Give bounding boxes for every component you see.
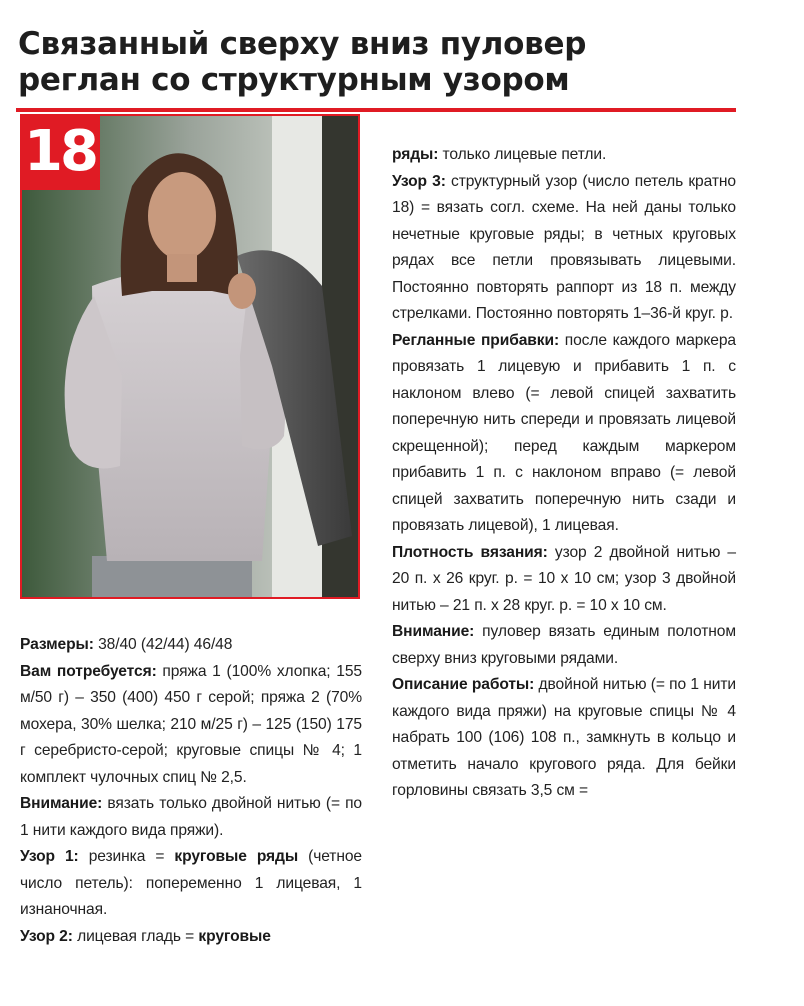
paragraph-attention: Внимание: вязать только двойной нитью (= по 1 нити каждого вида пряжи). <box>20 795 362 839</box>
paragraph-pattern-3: Узор 3: структурный узор (число петель кратно 18) = вязать согл. схеме. На ней даны только нечетные круговые ряды; в четных круговых рядах все петли провязывать лицевыми. Постоянно повторять раппорт из 18 п. между стрелками. Постоянно повторять 1–36-й круг. р. <box>392 172 736 322</box>
paragraph-materials: Вам потребуется: пряжа 1 (100% хлопка; 155 м/50 г) – 350 (400) 450 г серой; пряжа 2 (70% мохера, 30% шелка; 210 м/25 г) – 125 (150) 175 г серебристо-серой; круговые спицы № 4; 1 комплект чулочных спиц № 2,5. <box>20 662 362 786</box>
paragraph-pattern-2: Узор 2: лицевая гладь = круговые <box>20 927 271 945</box>
pattern-number-badge: 18 <box>20 114 100 190</box>
title-line-2: реглан со структурным узором <box>18 62 570 98</box>
paragraph-description: Описание работы: двойной нитью (= по 1 нити каждого вида пряжи) на круговые спицы № 4 набрать 100 (106) 108 п., замкнуть в кольцо и отметить начало кругового ряда. Для бейки горловины связать 3,5 см = <box>392 676 736 799</box>
label-sizes: Размеры: <box>20 636 94 653</box>
left-text-column <box>20 632 362 950</box>
paragraph-sizes: Размеры: 38/40 (42/44) 46/48 <box>20 636 233 653</box>
paragraph-rows: ряды: только лицевые петли. <box>392 146 607 163</box>
label-attention: Внимание: <box>20 795 103 812</box>
label-pattern-1: Узор 1: <box>20 848 79 865</box>
paragraph-raglan: Регланные прибавки: после каждого маркера провязать 1 лицевую и прибавить 1 п. с наклоном влево (= левой спицей захватить поперечную нить спереди и провязать лицевой скрещенной); перед каждым маркером прибавить 1 п. с наклоном вправо (= левой спицей захватить поперечную нить сзади и провязать лицевой), 1 лицевая. <box>392 331 736 534</box>
label-attention-2: Внимание: <box>392 623 475 640</box>
right-text-column <box>392 142 736 805</box>
label-pattern-3: Узор 3: <box>392 172 446 190</box>
label-materials: Вам потребуется: <box>20 662 157 680</box>
label-raglan: Регланные прибавки: <box>392 331 560 349</box>
paragraph-attention-2: Внимание: пуловер вязать единым полотном сверху вниз круговыми рядами. <box>392 623 736 667</box>
label-gauge: Плотность вязания: <box>392 543 548 561</box>
label-rows: ряды: <box>392 146 439 163</box>
label-pattern-2: Узор 2: <box>20 927 73 945</box>
article-title <box>18 26 758 98</box>
paragraph-gauge: Плотность вязания: узор 2 двойной нитью – 20 п. х 26 круг. р. = 10 х 10 см; узор 3 двойной нитью – 21 п. х 28 круг. р. = 10 х 10 см. <box>392 543 737 614</box>
title-rule <box>16 108 736 112</box>
title-line-1: Связанный сверху вниз пуловер <box>18 26 587 62</box>
paragraph-pattern-1: Узор 1: резинка = круговые ряды (четное число петель): попеременно 1 лицевая, 1 изнаночная. <box>20 848 362 918</box>
label-description: Описание работы: <box>392 676 535 693</box>
